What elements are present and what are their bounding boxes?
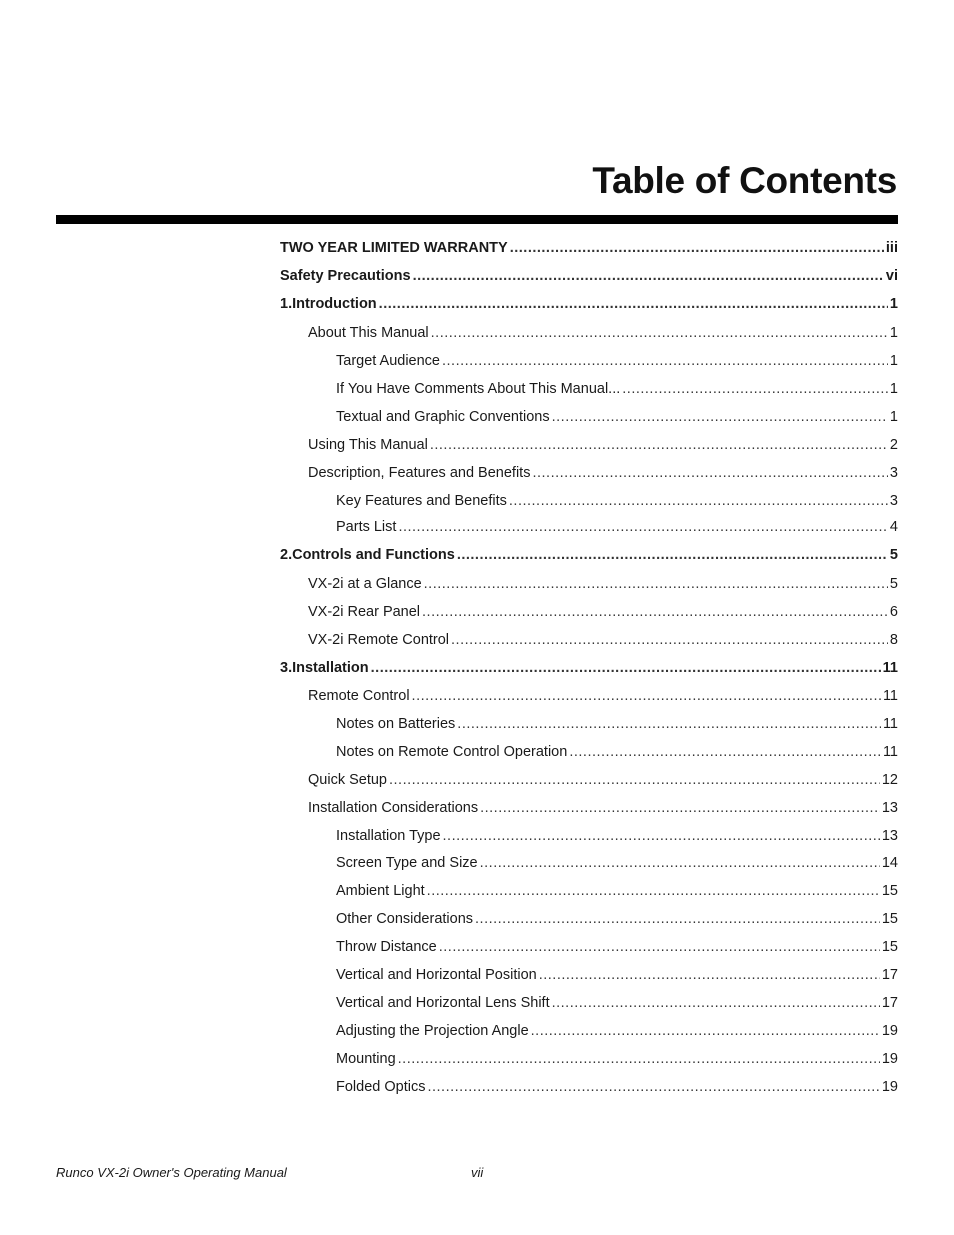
toc-entry[interactable]	[280, 1051, 898, 1067]
toc-entry[interactable]	[280, 855, 898, 871]
toc-dot-leader	[480, 855, 880, 871]
toc-entry-page[interactable]: 15	[881, 883, 898, 899]
toc-entry-page[interactable]: 8	[889, 632, 898, 648]
toc-entry[interactable]	[280, 967, 898, 983]
toc-entry[interactable]	[280, 437, 898, 453]
toc-dot-leader	[531, 1023, 880, 1039]
toc-entry-title[interactable]: Installation	[292, 660, 369, 676]
toc-entry[interactable]	[280, 828, 898, 844]
toc-entry-page[interactable]: 13	[881, 828, 898, 844]
toc-dot-leader	[422, 604, 888, 620]
footer-manual-name: Runco VX-2i Owner's Operating Manual	[56, 1165, 287, 1180]
toc-dot-leader	[475, 911, 880, 927]
toc-entry-page[interactable]: 1	[889, 296, 898, 312]
toc-entry[interactable]	[280, 268, 898, 284]
toc-dot-leader	[539, 967, 880, 983]
toc-entry-number: 3.	[280, 660, 293, 676]
toc-entry-page[interactable]: 17	[881, 995, 898, 1011]
toc-dot-leader	[427, 883, 880, 899]
toc-entry-title[interactable]: Notes on Batteries	[336, 716, 456, 732]
toc-entry-title[interactable]: Safety Precautions	[280, 268, 411, 284]
toc-entry[interactable]	[280, 465, 898, 481]
toc-dot-leader	[510, 240, 884, 256]
toc-entry-page[interactable]: 11	[882, 716, 898, 732]
toc-entry-page[interactable]: 5	[889, 547, 898, 563]
toc-entry-number: 1.	[280, 296, 293, 312]
toc-entry[interactable]	[280, 632, 898, 648]
toc-entry-title[interactable]: Target Audience	[336, 353, 440, 369]
toc-entry[interactable]	[280, 744, 898, 760]
toc-entry-page[interactable]: 2	[889, 437, 898, 453]
toc-entry-page[interactable]: 15	[881, 939, 898, 955]
toc-dot-leader	[569, 744, 881, 760]
toc-entry-page[interactable]: 3	[889, 493, 898, 509]
toc-entry[interactable]	[280, 772, 898, 788]
toc-entry-title[interactable]: Parts List	[336, 519, 397, 535]
toc-dot-leader	[552, 995, 880, 1011]
toc-entry-title[interactable]: If You Have Comments About This Manual...	[336, 381, 621, 397]
page-title: Table of Contents	[592, 160, 897, 201]
toc-dot-leader	[457, 547, 888, 563]
toc-entry-page[interactable]: 13	[881, 800, 898, 816]
toc-dot-leader	[443, 828, 880, 844]
toc-dot-leader	[431, 325, 888, 341]
toc-entry[interactable]	[280, 325, 898, 341]
toc-entry-page[interactable]: 14	[881, 855, 898, 871]
toc-dot-leader	[427, 1079, 879, 1095]
toc-entry[interactable]	[280, 409, 898, 425]
toc-entry-page[interactable]: 1	[889, 325, 898, 341]
toc-entry-title[interactable]: Installation Type	[336, 828, 441, 844]
toc-entry-title[interactable]: Other Considerations	[336, 911, 474, 927]
toc-entry-title[interactable]: Vertical and Horizontal Position	[336, 967, 537, 983]
toc-dot-leader	[509, 493, 888, 509]
toc-entry-title[interactable]: About This Manual	[308, 325, 429, 341]
toc-entry[interactable]	[280, 995, 898, 1011]
toc-dot-leader	[413, 268, 884, 284]
toc-entry[interactable]	[280, 240, 898, 256]
toc-entry-page[interactable]: vi	[885, 268, 898, 284]
toc-dot-leader	[622, 381, 888, 397]
toc-dot-leader	[430, 437, 888, 453]
toc-entry-page[interactable]: 1	[889, 353, 898, 369]
toc-entry-page[interactable]: 19	[881, 1023, 898, 1039]
toc-entry[interactable]	[280, 800, 898, 816]
toc-dot-leader	[442, 353, 888, 369]
toc-entry-title[interactable]: Controls and Functions	[292, 547, 455, 563]
toc-entry-title[interactable]: Textual and Graphic Conventions	[336, 409, 550, 425]
toc-dot-leader	[552, 409, 888, 425]
toc-entry[interactable]	[280, 1079, 898, 1095]
title-rule	[56, 215, 898, 224]
toc-entry-title[interactable]: Introduction	[292, 296, 377, 312]
toc-dot-leader	[371, 660, 881, 676]
toc-dot-leader	[480, 800, 880, 816]
toc-dot-leader	[389, 772, 880, 788]
toc-entry-title[interactable]: VX-2i Rear Panel	[308, 604, 421, 620]
toc-entry-title[interactable]: Vertical and Horizontal Lens Shift	[336, 995, 550, 1011]
toc-dot-leader	[412, 688, 881, 704]
toc-entry-title[interactable]: Mounting	[336, 1051, 396, 1067]
toc-entry-page[interactable]: 15	[881, 911, 898, 927]
toc-dot-leader	[379, 296, 888, 312]
toc-entry[interactable]	[280, 519, 898, 535]
toc-entry-title[interactable]: Description, Features and Benefits	[308, 465, 531, 481]
toc-entry-title[interactable]: Quick Setup	[308, 772, 387, 788]
toc-entry[interactable]	[280, 939, 898, 955]
toc-entry-title[interactable]: Ambient Light	[336, 883, 425, 899]
toc-dot-leader	[424, 576, 888, 592]
toc-entry-title[interactable]: Adjusting the Projection Angle	[336, 1023, 529, 1039]
toc-entry-page[interactable]: 17	[881, 967, 898, 983]
toc-entry-page[interactable]: 12	[881, 772, 898, 788]
toc-entry[interactable]	[280, 883, 898, 899]
toc-entry[interactable]	[280, 716, 898, 732]
toc-entry[interactable]	[280, 604, 898, 620]
toc-entry-title[interactable]: Remote Control	[308, 688, 410, 704]
toc-entry-page[interactable]: 19	[881, 1079, 898, 1095]
toc-entry[interactable]	[280, 353, 898, 369]
toc-dot-leader	[451, 632, 888, 648]
toc-entry-title[interactable]: Screen Type and Size	[336, 855, 478, 871]
toc-entry[interactable]	[280, 493, 898, 509]
toc-entry-title[interactable]: Key Features and Benefits	[336, 493, 507, 509]
toc-entry[interactable]	[280, 296, 898, 312]
toc-entry[interactable]	[280, 660, 898, 676]
toc-entry-title[interactable]: Installation Considerations	[308, 800, 479, 816]
toc-dot-leader	[532, 465, 887, 481]
toc-dot-leader	[398, 519, 887, 535]
toc-dot-leader	[398, 1051, 880, 1067]
toc-entry-page[interactable]: 4	[889, 519, 898, 535]
toc-dot-leader	[439, 939, 880, 955]
toc-entry-page[interactable]: 6	[889, 604, 898, 620]
toc-entry[interactable]	[280, 1023, 898, 1039]
toc-entry-page[interactable]: 5	[889, 576, 898, 592]
toc-entry-number: 2.	[280, 547, 293, 563]
toc-entry-page[interactable]: 1	[889, 381, 898, 397]
toc-entry-page[interactable]: 11	[882, 744, 898, 760]
toc-entry-page[interactable]: 3	[889, 465, 898, 481]
toc-entry-title[interactable]: Throw Distance	[336, 939, 437, 955]
toc-entry-title[interactable]: Notes on Remote Control Operation	[336, 744, 568, 760]
toc-entry[interactable]	[280, 576, 898, 592]
toc-entry-title[interactable]: TWO YEAR LIMITED WARRANTY	[280, 240, 508, 256]
toc-entry-title[interactable]: VX-2i at a Glance	[308, 576, 422, 592]
toc-entry-title[interactable]: VX-2i Remote Control	[308, 632, 450, 648]
toc-entry-title[interactable]: Folded Optics	[336, 1079, 426, 1095]
toc-entry-page[interactable]: 11	[882, 688, 898, 704]
toc-entry[interactable]	[280, 688, 898, 704]
toc-entry[interactable]	[280, 547, 898, 563]
toc-entry-page[interactable]: iii	[885, 240, 898, 256]
toc-entry-page[interactable]: 11	[882, 660, 898, 676]
toc-entry[interactable]	[280, 911, 898, 927]
footer-page-number: vii	[471, 1165, 484, 1180]
toc-entry-page[interactable]: 1	[889, 409, 898, 425]
toc-dot-leader	[457, 716, 881, 732]
toc-entry-title[interactable]: Using This Manual	[308, 437, 428, 453]
toc-entry-page[interactable]: 19	[881, 1051, 898, 1067]
toc-entry[interactable]	[280, 381, 898, 397]
